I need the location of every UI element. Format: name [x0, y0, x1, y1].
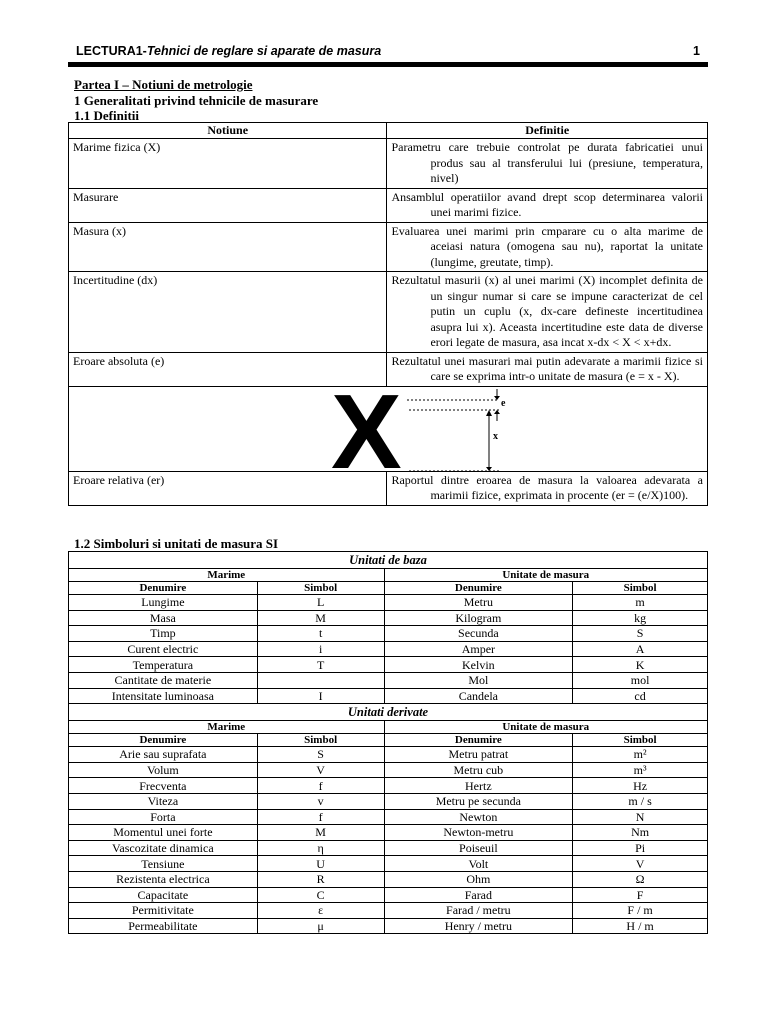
- col-header-unit-symbol: Simbol: [573, 582, 708, 595]
- unit-name: Metru cub: [384, 762, 573, 778]
- group-unit: Unitate de masura: [384, 569, 707, 582]
- quantity-symbol: S: [257, 747, 384, 763]
- group-quantity: Marime: [69, 721, 385, 734]
- quantity-symbol: I: [257, 688, 384, 704]
- label-x: x: [493, 430, 498, 442]
- unit-symbol: Ω: [573, 871, 708, 887]
- unit-symbol: F: [573, 887, 708, 903]
- table-row: [69, 825, 708, 841]
- unit-name: Mol: [384, 672, 573, 688]
- col-header-name: Denumire: [69, 582, 258, 595]
- table-row: [69, 918, 708, 934]
- unit-symbol: kg: [573, 610, 708, 626]
- table-row: [69, 657, 708, 673]
- quantity-symbol: M: [257, 825, 384, 841]
- quantity-symbol: f: [257, 809, 384, 825]
- definition-row: [69, 222, 708, 272]
- quantity-symbol: μ: [257, 918, 384, 934]
- definition-cell: Parametru care trebuie controlat pe durata fabricatiei unui produs sau al transferului lui (presiune, temperatura, nivel): [387, 139, 708, 189]
- unit-name: Metru patrat: [384, 747, 573, 763]
- notion-cell: Eroare absoluta (e): [69, 352, 387, 386]
- quantity-symbol: M: [257, 610, 384, 626]
- definitions-table: [68, 122, 708, 506]
- quantity-name: Vascozitate dinamica: [69, 840, 258, 856]
- table-row: [69, 626, 708, 642]
- quantity-name: Frecventa: [69, 778, 258, 794]
- table-row: [69, 595, 708, 611]
- si-units-table: [68, 551, 708, 934]
- col-header-unit-name: Denumire: [384, 582, 573, 595]
- col-header-name: Denumire: [69, 734, 258, 747]
- definition-cell: Ansamblul operatiilor avand drept scop determinarea valorii unei marimi fizice.: [387, 188, 708, 222]
- table-row: [69, 672, 708, 688]
- definition-row: [69, 188, 708, 222]
- quantity-name: Capacitate: [69, 887, 258, 903]
- definition-cell: Rezultatul unei masurari mai putin adevarate a marimii fizice si care se exprima intr-o unitate de masura (e = x - X).: [387, 352, 708, 386]
- table-row: [69, 762, 708, 778]
- quantity-symbol: f: [257, 778, 384, 794]
- quantity-symbol: t: [257, 626, 384, 642]
- quantity-symbol: T: [257, 657, 384, 673]
- group-header-row: [69, 721, 708, 734]
- definition-cell: Raportul dintre eroarea de masura la valoarea adevarata a marimii fizice, exprimata in procente (er = (e/X)100).: [387, 471, 708, 505]
- table-row: [69, 856, 708, 872]
- unit-name: Candela: [384, 688, 573, 704]
- group-header-row: [69, 569, 708, 582]
- unit-name: Hertz: [384, 778, 573, 794]
- label-e: e: [501, 397, 506, 409]
- unit-symbol: Nm: [573, 825, 708, 841]
- unit-name: Poiseuil: [384, 840, 573, 856]
- page-header: [68, 44, 708, 60]
- table-row: [69, 610, 708, 626]
- base-units-title-cell: Unitati de baza: [69, 552, 708, 569]
- group-unit: Unitate de masura: [384, 721, 707, 734]
- unit-symbol: A: [573, 641, 708, 657]
- unit-symbol: Hz: [573, 778, 708, 794]
- error-figure-row: [69, 386, 708, 471]
- notion-cell: Incertitudine (dx): [69, 272, 387, 353]
- part-heading: Partea I – Notiuni de metrologie: [74, 77, 253, 92]
- arrowhead: [486, 467, 492, 471]
- derived-units-title: [69, 704, 708, 721]
- quantity-name: Curent electric: [69, 641, 258, 657]
- derived-units-title-cell: Unitati derivate: [69, 704, 708, 721]
- unit-symbol: m²: [573, 747, 708, 763]
- quantity-name: Volum: [69, 762, 258, 778]
- unit-name: Kelvin: [384, 657, 573, 673]
- header-subtitle: Tehnici de reglare si aparate de masura: [146, 44, 382, 58]
- subsection-heading-si-units: 1.2 Simboluri si unitati de masura SI: [74, 536, 279, 551]
- quantity-symbol: R: [257, 871, 384, 887]
- col-header-unit-symbol: Simbol: [573, 734, 708, 747]
- arrowhead: [494, 396, 500, 400]
- table-row: [69, 840, 708, 856]
- table-row: [69, 871, 708, 887]
- unit-name: Ohm: [384, 871, 573, 887]
- page-number: 1: [693, 44, 700, 58]
- table-row: [69, 887, 708, 903]
- unit-name: Farad: [384, 887, 573, 903]
- notion-cell: Eroare relativa (er): [69, 471, 387, 505]
- definition-row: [69, 272, 708, 353]
- quantity-symbol: v: [257, 793, 384, 809]
- header-rule: [68, 62, 708, 67]
- notion-cell: Masura (x): [69, 222, 387, 272]
- unit-symbol: K: [573, 657, 708, 673]
- quantity-name: Permitivitate: [69, 903, 258, 919]
- quantity-name: Viteza: [69, 793, 258, 809]
- unit-name: Metru pe secunda: [384, 793, 573, 809]
- definition-row: [69, 139, 708, 189]
- unit-name: Secunda: [384, 626, 573, 642]
- quantity-name: Masa: [69, 610, 258, 626]
- quantity-name: Permeabilitate: [69, 918, 258, 934]
- column-header-row: [69, 582, 708, 595]
- quantity-name: Lungime: [69, 595, 258, 611]
- table-row: [69, 688, 708, 704]
- quantity-name: Forta: [69, 809, 258, 825]
- table-row: [69, 778, 708, 794]
- column-header-definition: Definitie: [387, 123, 708, 139]
- table-row: [69, 903, 708, 919]
- unit-symbol: m: [573, 595, 708, 611]
- definition-cell: Rezultatul masurii (x) al unei marimi (X) incomplet definita de un singur numar si care se impune caracterizat de cel putin un cuplu (x, dx-care defineste incertitudinea asupra lui x). Aceasta incertitudine este data de diverse erori legate de masura, asa incat x-dx < X < x+dx.: [387, 272, 708, 353]
- unit-symbol: H / m: [573, 918, 708, 934]
- unit-symbol: m³: [573, 762, 708, 778]
- quantity-name: Cantitate de materie: [69, 672, 258, 688]
- quantity-symbol: V: [257, 762, 384, 778]
- group-quantity: Marime: [69, 569, 385, 582]
- quantity-symbol: C: [257, 887, 384, 903]
- unit-name: Newton-metru: [384, 825, 573, 841]
- definition-cell: Evaluarea unei marimi prin cmparare cu o alta marime de aceiasi natura (omogena sau nu), raportat la unitate (lungime, greutate, timp).: [387, 222, 708, 272]
- quantity-name: Momentul unei forte: [69, 825, 258, 841]
- quantity-name: Temperatura: [69, 657, 258, 673]
- big-x-glyph: X: [331, 372, 402, 491]
- unit-name: Amper: [384, 641, 573, 657]
- arrowhead: [494, 410, 500, 414]
- table-row: [69, 641, 708, 657]
- notion-cell: Masurare: [69, 188, 387, 222]
- unit-name: Farad / metru: [384, 903, 573, 919]
- unit-name: Volt: [384, 856, 573, 872]
- quantity-name: Tensiune: [69, 856, 258, 872]
- notion-cell: Marime fizica (X): [69, 139, 387, 189]
- table-row: [69, 809, 708, 825]
- col-header-symbol: Simbol: [257, 582, 384, 595]
- col-header-unit-name: Denumire: [384, 734, 573, 747]
- quantity-name: Intensitate luminoasa: [69, 688, 258, 704]
- arrowhead: [486, 410, 492, 416]
- table-row: [69, 793, 708, 809]
- column-header-row: [69, 734, 708, 747]
- unit-name: Metru: [384, 595, 573, 611]
- table-row: [69, 747, 708, 763]
- quantity-symbol: U: [257, 856, 384, 872]
- unit-name: Newton: [384, 809, 573, 825]
- quantity-symbol: L: [257, 595, 384, 611]
- column-header-notion: Notiune: [69, 123, 387, 139]
- section-heading: 1 Generalitati privind tehnicile de masurare: [74, 93, 319, 108]
- quantity-name: Arie sau suprafata: [69, 747, 258, 763]
- quantity-symbol: ε: [257, 903, 384, 919]
- unit-name: Henry / metru: [384, 918, 573, 934]
- base-units-title: [69, 552, 708, 569]
- unit-symbol: Pi: [573, 840, 708, 856]
- definitions-header-row: [69, 123, 708, 139]
- unit-symbol: N: [573, 809, 708, 825]
- quantity-name: Rezistenta electrica: [69, 871, 258, 887]
- unit-symbol: V: [573, 856, 708, 872]
- quantity-symbol: i: [257, 641, 384, 657]
- quantity-name: Timp: [69, 626, 258, 642]
- subsection-heading-definitions: 1.1 Definitii: [74, 108, 139, 123]
- unit-symbol: cd: [573, 688, 708, 704]
- header-course: LECTURA1-: [76, 44, 147, 58]
- col-header-symbol: Simbol: [257, 734, 384, 747]
- quantity-symbol: η: [257, 840, 384, 856]
- unit-symbol: mol: [573, 672, 708, 688]
- unit-symbol: F / m: [573, 903, 708, 919]
- quantity-symbol: [257, 672, 384, 688]
- header-title: [76, 44, 381, 58]
- unit-name: Kilogram: [384, 610, 573, 626]
- unit-symbol: m / s: [573, 793, 708, 809]
- unit-symbol: S: [573, 626, 708, 642]
